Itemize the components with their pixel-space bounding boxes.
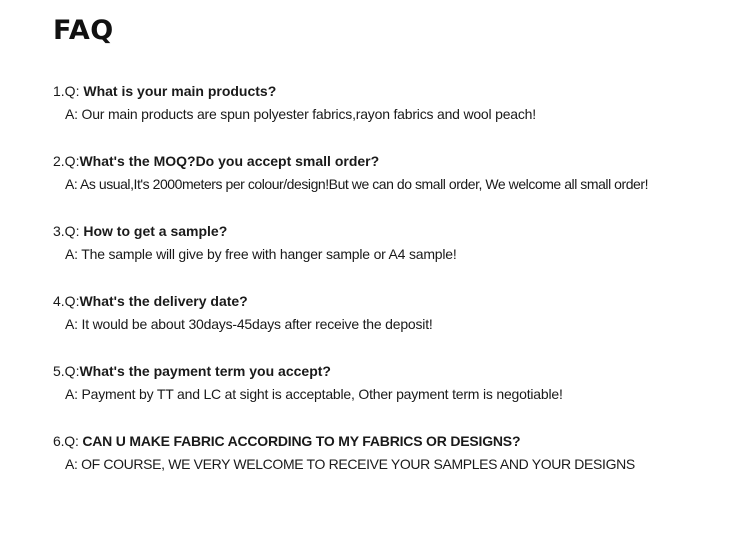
faq-answer: A: The sample will give by free with hanger sample or A4 sample!	[65, 246, 457, 262]
page-title: FAQ	[53, 15, 114, 46]
question-text: What is your main products?	[83, 83, 277, 99]
faq-question	[53, 150, 743, 172]
faq-answer: A: It would be about 30days-45days after receive the deposit!	[65, 316, 433, 332]
question-text: How to get a sample?	[83, 223, 228, 239]
faq-item	[53, 150, 743, 220]
faq-question	[53, 80, 743, 102]
faq-item	[53, 80, 743, 150]
faq-answer: A: As usual,It's 2000meters per colour/design!But we can do small order, We welcome all small order!	[65, 176, 649, 192]
faq-item	[53, 290, 743, 360]
question-number: 5.Q:	[53, 363, 80, 379]
question-number: 4.Q:	[53, 293, 80, 309]
faq-item	[53, 360, 743, 430]
faq-item	[53, 430, 743, 500]
faq-question	[53, 220, 743, 242]
faq-question	[53, 290, 743, 312]
question-text: What's the payment term you accept?	[79, 363, 331, 379]
question-text: What's the MOQ?Do you accept small order?	[79, 153, 380, 169]
faq-question	[53, 430, 743, 452]
faq-question	[53, 360, 743, 382]
question-number: 3.Q:	[53, 223, 84, 239]
question-text: CAN U MAKE FABRIC ACCORDING TO MY FABRICS OR DESIGNS?	[82, 433, 521, 449]
question-number: 1.Q:	[53, 83, 84, 99]
faq-answer: A: OF COURSE, WE VERY WELCOME TO RECEIVE YOUR SAMPLES AND YOUR DESIGNS	[65, 456, 635, 472]
question-text: What's the delivery date?	[79, 293, 248, 309]
faq-answer: A: Our main products are spun polyester fabrics,rayon fabrics and wool peach!	[65, 106, 536, 122]
question-number: 6.Q:	[53, 433, 83, 449]
faq-list	[53, 80, 743, 500]
question-number: 2.Q:	[53, 153, 80, 169]
faq-answer: A: Payment by TT and LC at sight is acceptable, Other payment term is negotiable!	[65, 386, 563, 402]
faq-item	[53, 220, 743, 290]
